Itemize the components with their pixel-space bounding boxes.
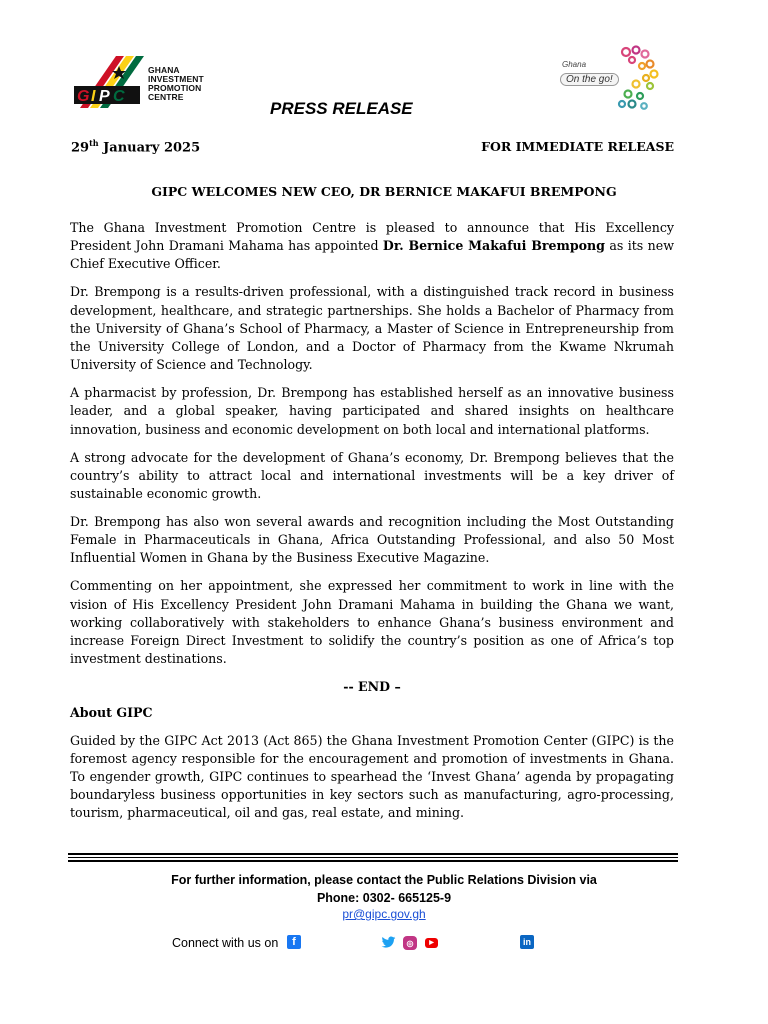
p1-text-end: as its new Chief Executive Officer. xyxy=(70,238,674,272)
paragraph-advocacy: A strong advocate for the development of Ghana’s economy, Dr. Brempong believes that the country’s ability to attract local and international investments will be a key driver of sustainable economic growth. xyxy=(70,449,674,502)
press-body xyxy=(70,219,674,832)
about-heading: About GIPC xyxy=(70,705,153,721)
paragraph-awards: Dr. Brempong has also won several awards and recognition including the Most Outstanding Female in Pharmaceuticals in Ghana, Africa Outstanding Professional, and also 50 Most Influential Women in Ghana by the Business Executive Magazine. xyxy=(70,514,674,566)
facebook-icon[interactable]: f xyxy=(287,935,301,949)
headline: GIPC WELCOMES NEW CEO, DR BERNICE MAKAFUI BREMPONG xyxy=(151,184,617,199)
paragraph-about: Guided by the GIPC Act 2013 (Act 865) the Ghana Investment Promotion Center (GIPC) is the foremost agency responsible for the encouragement and promotion of investments in Ghana. To engender growth, GIPC continues to spearhead the ‘Invest Ghana’ agenda by propagating boundaryless business opportunities in key sectors such as manufacturing, agro-processing, tourism, pharmaceutical, oil and gas, real estate, and mining. xyxy=(70,732,674,821)
otg-pill-text: On the go! xyxy=(560,73,619,86)
phone-number: Phone: 0302- 665125-9 xyxy=(316,891,452,905)
logo-line: PROMOTION xyxy=(148,83,202,93)
otg-ghana-text: Ghana xyxy=(562,60,587,69)
svg-text:G: G xyxy=(77,88,90,105)
p1-text: The Ghana Investment Promotion Centre is pleased to announce that His Excellency President John Dramani Mahama has appointed xyxy=(70,220,674,254)
contact-line: For further information, please contact the Public Relations Division via xyxy=(171,873,597,887)
ghana-on-the-go xyxy=(560,60,619,87)
press-release-title: PRESS RELEASE xyxy=(270,99,413,118)
ceo-name: Dr. Bernice Makafui Brempong xyxy=(382,238,605,254)
svg-text:I: I xyxy=(91,88,96,105)
end-marker: -- END – xyxy=(343,679,401,695)
youtube-icon[interactable]: ▶ xyxy=(425,938,438,948)
logo-line: GHANA xyxy=(148,65,180,75)
connect-label: Connect with us on xyxy=(172,936,279,950)
svg-text:C: C xyxy=(113,88,125,105)
paragraph-announcement xyxy=(70,219,674,274)
paragraph-commitment: Commenting on her appointment, she expressed her commitment to work in line with the vision of His Excellency President John Dramani Mahama in building the Ghana we want, working collaboratively with stakeholders to enhance Ghana’s business environment and increase Foreign Direct Investment to solidify the country’s position as one of Africa’s top investment destinations. xyxy=(70,578,674,667)
paragraph-background: Dr. Brempong is a results-driven professional, with a distinguished track record in business development, healthcare, and strategic partnerships. She holds a Bachelor of Pharmacy from the University of Ghana’s School of Pharmacy, a Master of Science in Entrepreneurship from the University College of London, and a Doctor of Pharmacy from the Kwame Nkrumah University of Science and Technology. xyxy=(70,284,674,373)
footer-divider xyxy=(68,853,678,855)
logo-line: CENTRE xyxy=(148,92,184,102)
svg-text:P: P xyxy=(99,88,110,105)
date-month-year: January 2025 xyxy=(98,140,201,156)
footer-divider xyxy=(68,860,678,862)
email-link[interactable]: pr@gipc.gov.gh xyxy=(342,907,426,921)
footer-divider xyxy=(68,857,678,858)
instagram-icon[interactable]: ◎ xyxy=(403,936,417,950)
date-day: 29 xyxy=(71,140,90,156)
logo-line: INVESTMENT xyxy=(148,74,204,84)
release-status: FOR IMMEDIATE RELEASE xyxy=(481,139,674,154)
paragraph-profession: A pharmacist by profession, Dr. Brempong has established herself as an innovative business leader, and a global speaker, having participated and shared insights on healthcare innovation, business and economic development on both local and international platforms. xyxy=(70,385,674,437)
date-suffix: th xyxy=(89,138,99,148)
logo-text xyxy=(148,66,204,102)
release-date xyxy=(71,138,200,155)
twitter-icon[interactable] xyxy=(381,936,396,949)
linkedin-icon[interactable]: in xyxy=(520,935,534,949)
